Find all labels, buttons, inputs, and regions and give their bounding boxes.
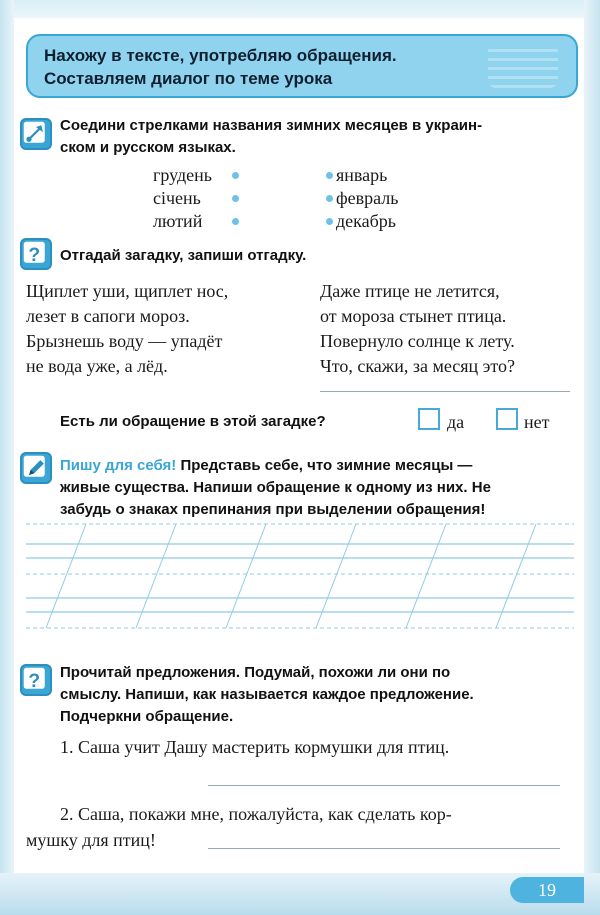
task4-line-1: Прочитай предложения. Подумай, похожи ли они по: [60, 664, 451, 681]
task3-line-2: живые существа. Напиши обращение к одному из них. Не: [60, 479, 491, 496]
riddle-left-line-1: Щиплет уши, щиплет нос,: [26, 281, 229, 301]
svg-text:?: ?: [28, 671, 41, 692]
task4-instruction: [60, 662, 474, 728]
ukrainian-month-3: лютий: [153, 211, 203, 231]
page-frame-left: [0, 0, 14, 915]
header-line-2: Составляем диалог по теме урока: [44, 69, 333, 88]
task4-line-2: смыслу. Напиши, как называется каждое предложение.: [60, 686, 474, 703]
task1-line-1: Соедини стрелками названия зимних месяцев в украин-: [60, 117, 483, 134]
sentence-1-answer-line[interactable]: [208, 785, 560, 786]
russian-month-3: декабрь: [336, 211, 396, 231]
arrow-connect-icon: [20, 118, 52, 150]
riddle-left-line-2: лезет в сапоги мороз.: [26, 306, 190, 326]
russian-month-1: январь: [336, 165, 388, 185]
sentence-2-answer-line[interactable]: [208, 848, 560, 849]
page-frame-right: [584, 0, 600, 915]
address-question: Есть ли обращение в этой загадке?: [60, 413, 326, 430]
connect-dot-left-1[interactable]: [232, 172, 239, 179]
riddle-right: [320, 279, 515, 379]
question-icon: [20, 238, 52, 270]
page-number: 19: [510, 877, 584, 903]
riddle-right-line-1: Даже птице не летится,: [320, 281, 500, 301]
connect-dot-right-3[interactable]: [326, 218, 333, 225]
task1-line-2: ском и русском языках.: [60, 139, 236, 156]
svg-text:?: ?: [28, 245, 41, 266]
sentence-2-line-1: 2. Саша, покажи мне, пожалуйста, как сделать кор-: [60, 804, 452, 824]
task3-instruction: [60, 455, 491, 521]
no-label: нет: [524, 412, 550, 432]
riddle-answer-line[interactable]: [320, 391, 570, 392]
connect-dot-left-3[interactable]: [232, 218, 239, 225]
riddle-right-line-2: от мороза стынет птица.: [320, 306, 507, 326]
ukrainian-month-1: грудень: [153, 165, 213, 185]
task4-line-3: Подчеркни обращение.: [60, 708, 234, 725]
task2-instruction: Отгадай загадку, запиши отгадку.: [60, 247, 307, 264]
lesson-header: [26, 34, 578, 98]
pencil-icon: [20, 452, 52, 484]
ukrainian-month-2: січень: [153, 188, 201, 208]
no-checkbox[interactable]: [496, 408, 518, 430]
riddle-right-line-3: Повернуло солнце к лету.: [320, 331, 515, 351]
connect-dot-right-2[interactable]: [326, 195, 333, 202]
riddle-right-line-4: Что, скажи, за месяц это?: [320, 356, 516, 376]
handwriting-lines[interactable]: [26, 518, 574, 644]
sentence-1: 1. Саша учит Дашу мастерить кормушки для птиц.: [60, 737, 450, 757]
task1-instruction: [60, 115, 482, 159]
header-line-1: Нахожу в тексте, употребляю обращения.: [44, 46, 397, 65]
connect-dot-right-1[interactable]: [326, 172, 333, 179]
task3-line-1: [60, 455, 491, 477]
yes-label: да: [447, 412, 465, 432]
solid-guides: [26, 544, 574, 612]
task3-lead: Пишу для себя!: [60, 457, 177, 474]
question-icon-2: [20, 664, 52, 696]
header-decoration: [488, 44, 558, 88]
russian-month-2: февраль: [336, 188, 399, 208]
riddle-left-line-3: Брызнешь воду — упадёт: [26, 331, 223, 351]
task3-line-3: забудь о знаках препинания при выделении обращения!: [60, 501, 486, 518]
connect-dot-left-2[interactable]: [232, 195, 239, 202]
riddle-left: [26, 279, 228, 379]
yes-checkbox[interactable]: [418, 408, 440, 430]
sentence-2-line-2: мушку для птиц!: [26, 830, 156, 850]
task3-line-1-rest: Представь себе, что зимние месяцы —: [176, 457, 473, 474]
riddle-left-line-4: не вода уже, а лёд.: [26, 356, 168, 376]
page-frame-top: [0, 0, 600, 20]
